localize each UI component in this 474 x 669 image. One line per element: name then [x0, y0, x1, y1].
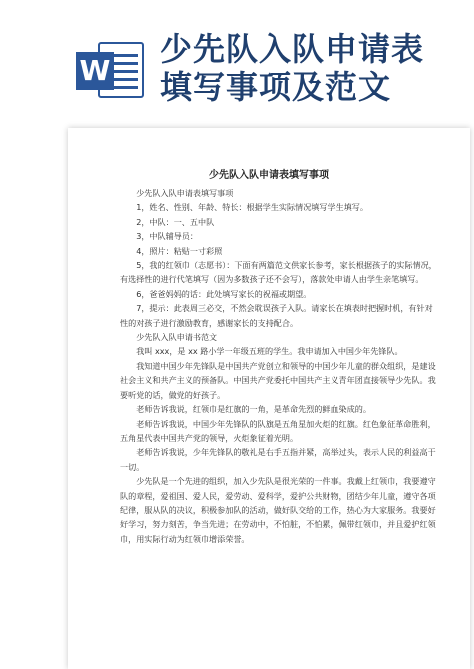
paragraph: 我叫 xxx，是 xx 路小学一年级五班的学生。我申请加入中国少年先锋队。 — [136, 346, 403, 357]
document-body — [120, 186, 438, 546]
paragraph: 老师告诉我说，红领巾是红旗的一角，是革命先烈的鲜血染成的。 — [136, 404, 371, 415]
paragraph: 我知道中国少年先锋队是中国共产党创立和领导的中国少年儿童的群众组织，是建设社会主义和共产主义的预备队。中国共产党委托中国共产主义青年团直接领导少先队。我要听党的话，做党的好孩子。 — [120, 360, 436, 400]
paragraph: 少先队是一个先进的组织，加入少先队是很光荣的一件事。我戴上红领巾，我要遵守队的章程，爱祖国、爱人民，爱劳动、爱科学，爱护公共财物，团结少年儿童，遵守各项纪律，服从队的决议，积极参加队的活动，做好队交给的工作，热心为大家服务。我要好好学习，努力刻苦，争当先进；在劳动中，不怕脏，不怕累，佩带红领巾，并且爱护红领巾，用实际行动为红领巾增添荣誉。 — [120, 476, 436, 544]
paragraph: 少先队入队申请书范文 — [136, 332, 218, 343]
banner-title-line2: 填写事项及范文 — [160, 68, 392, 106]
paragraph: 老师告诉我说，中国少年先锋队的队旗是五角星加火炬的红旗。红色象征革命胜利，五角星代表中国共产党的领导，火炬象征着光明。 — [120, 418, 436, 443]
banner — [0, 0, 474, 125]
paragraph: 1，姓名、性别、年龄、特长：根据学生实际情况填写学生填写。 — [136, 202, 368, 213]
word-letter-icon: W — [76, 52, 114, 90]
banner-title-line1: 少先队入队申请表 — [160, 30, 425, 68]
paragraph: 3，中队辅导员： — [136, 231, 198, 242]
paragraph: 2，中队：一、五中队 — [136, 216, 215, 227]
paragraph: 老师告诉我说，少年先锋队的敬礼是右手五指并紧，高举过头，表示人民的利益高于一切。 — [120, 447, 436, 472]
paragraph: 7，提示：此表周三必交，不然会耽误孩子入队。请家长在填表时把握时机，有针对性的对孩子进行激励教育，感谢家长的支持配合。 — [120, 303, 433, 328]
paragraph: 4，照片：粘贴一寸彩照 — [136, 245, 223, 256]
paragraph: 5，我的红领巾（志愿书）：下面有两篇范文供家长参考，家长根据孩子的实际情况，有选择性的进行代笔填写（因为多数孩子还不会写），落款处申请人由学生亲笔填写。 — [120, 260, 437, 285]
document-title: 少先队入队申请表填写事项 — [209, 170, 329, 181]
paragraph: 6，爸爸妈妈的话：此处填写家长的祝福或期望。 — [136, 288, 312, 299]
banner-title — [160, 30, 470, 106]
paragraph: 少先队入队申请表填写事项 — [136, 188, 234, 198]
document-page — [68, 128, 470, 669]
word-document-icon — [76, 38, 146, 98]
